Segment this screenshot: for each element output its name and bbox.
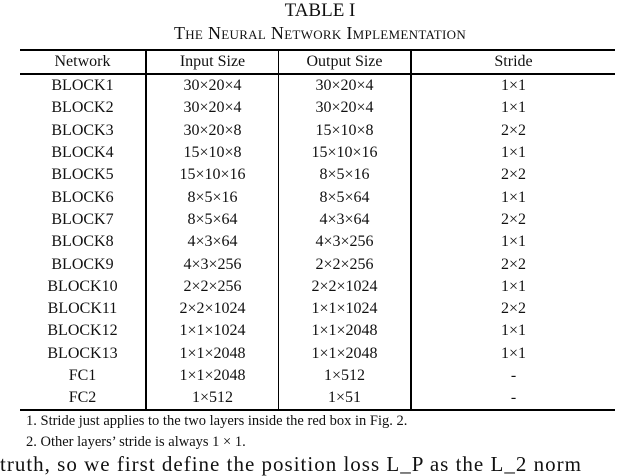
table-cell: 4×3×64 [146,231,279,253]
table-cell: 30×20×8 [146,120,279,142]
table-cell: - [510,367,517,384]
table-cell: FC2 [20,387,146,410]
table-cell: BLOCK1 [20,74,146,97]
table-cell: 30×20×4 [279,97,412,119]
table-header-row [20,50,615,74]
table-cell: 4×3×64 [279,209,412,231]
table-cell: 2×2 [500,300,527,318]
table-row [20,231,615,253]
table-cell: 1×1 [500,322,527,340]
table-cell: 15×10×16 [279,142,412,164]
table-cell: 1×512 [279,365,412,387]
table-row [20,343,615,365]
table-cell: BLOCK13 [20,343,146,365]
table-cell: 1×1 [500,233,527,251]
table-row [20,298,615,320]
table-cell: 1×512 [146,387,279,410]
table-cell: 2×2×256 [279,253,412,275]
table-cell: BLOCK2 [20,97,146,119]
table-row [20,97,615,119]
table-cell: 4×3×256 [279,231,412,253]
table-cell: BLOCK8 [20,231,146,253]
table-row [20,209,615,231]
table-title: The Neural Network Implementation [173,23,467,43]
column-header: Stride [411,50,615,74]
table-cell: 2×2×1024 [146,298,279,320]
table-cell: 30×20×4 [146,74,279,97]
table-cell: 1×1 [500,144,527,162]
table-row [20,74,615,97]
table-cell: 1×1 [500,344,527,362]
table-cell: BLOCK7 [20,209,146,231]
table-cell: 2×2×1024 [279,276,412,298]
table-cell: 8×5×64 [146,209,279,231]
column-header: Network [20,50,146,74]
table-cell: 4×3×256 [146,253,279,275]
body-text: truth, so we first define the position loss L_P as the L_2 norm [0,452,582,476]
column-header: Input Size [146,50,279,74]
table-number: TABLE I [284,0,356,21]
table-cell: 15×10×16 [146,164,279,186]
table-cell: - [510,389,517,407]
table-cell: BLOCK4 [20,142,146,164]
table-notes [26,411,407,453]
table-cell: 1×1×2048 [279,320,412,342]
table-cell: BLOCK10 [20,276,146,298]
table-cell: BLOCK6 [20,186,146,208]
table-cell: 15×10×8 [279,120,412,142]
table-cell: 1×1 [500,77,527,95]
table-cell: 8×5×16 [146,186,279,208]
note-1: 1. Stride just applies to the two layers inside the red box in Fig. 2. [26,413,408,429]
note-2: 2. Other layers’ stride is always 1 × 1. [26,434,246,450]
table-cell: 1×1×2048 [146,343,279,365]
table-cell: 1×1 [500,99,527,117]
table-cell: 2×2×256 [146,276,279,298]
table-cell: 1×1 [500,188,527,206]
table-cell: 1×1×1024 [146,320,279,342]
table-cell: 1×1 [500,277,527,295]
table-cell: 1×1×2048 [279,343,412,365]
table-cell: BLOCK3 [20,120,146,142]
table-cell: BLOCK5 [20,164,146,186]
table-row [20,365,615,387]
table-cell: 30×20×4 [146,97,279,119]
table-cell: BLOCK12 [20,320,146,342]
column-header: Output Size [279,50,412,74]
table-cell: 2×2 [500,166,527,184]
table-row [20,164,615,186]
table-cell: FC1 [20,365,146,387]
table-cell: 1×51 [279,387,412,410]
table-row [20,253,615,275]
table-cell: 2×2 [500,121,527,139]
table-cell: 30×20×4 [279,74,412,97]
table-cell: 8×5×64 [279,186,412,208]
table-row [20,387,615,410]
table-cell: 15×10×8 [146,142,279,164]
table-cell: 2×2 [500,210,527,228]
table-cell: 1×1×2048 [146,365,279,387]
table-cell: 1×1×1024 [279,298,412,320]
table-row [20,320,615,342]
table-row [20,142,615,164]
network-table [20,49,615,411]
table-row [20,276,615,298]
table-row [20,186,615,208]
table-row [20,120,615,142]
table-cell: 8×5×16 [279,164,412,186]
table-cell: BLOCK11 [20,298,146,320]
table-cell: BLOCK9 [20,253,146,275]
table-cell: 2×2 [500,255,527,273]
